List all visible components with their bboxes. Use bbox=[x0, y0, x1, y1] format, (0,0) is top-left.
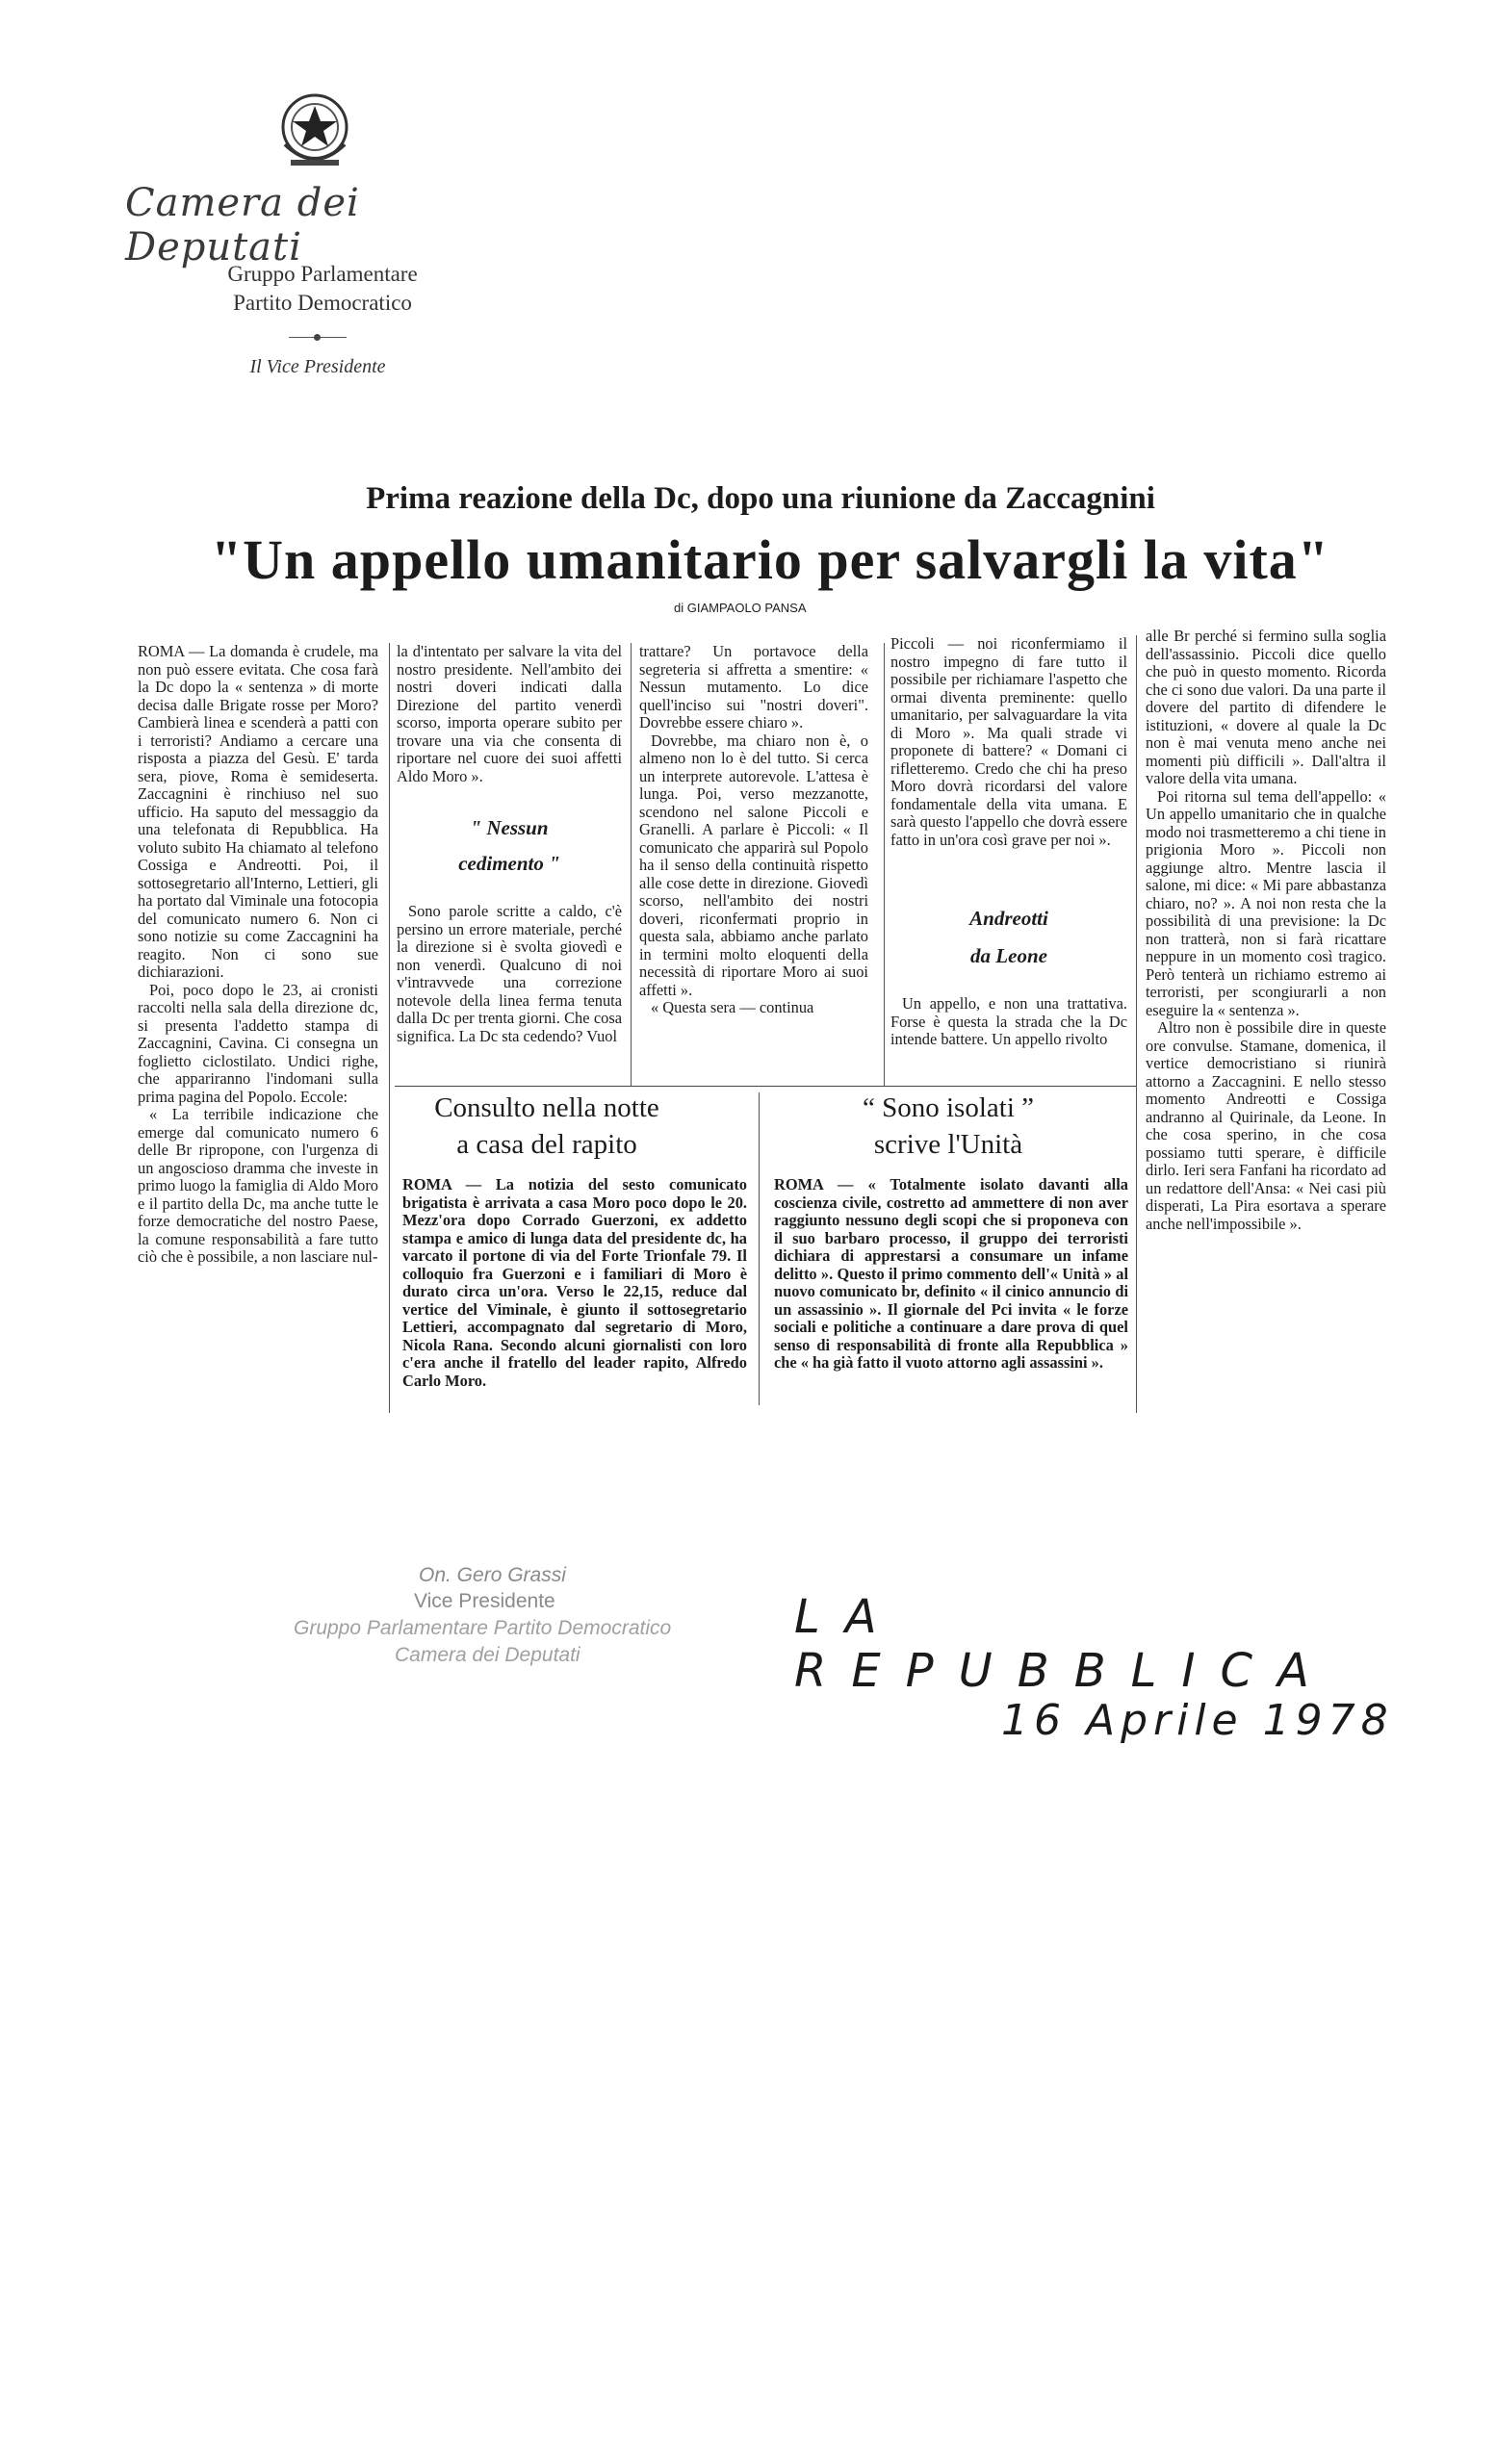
subhead-nessun-cedimento bbox=[397, 816, 622, 876]
paragraph: Poi ritorna sul tema dell'appello: « Un appello umanitario che in qualche modo noi trasmetteremo a chi tiene in prigionia Moro ». Piccoli non aggiunge altro. Mentre lascia il salone, mi dice: « Mi pare abbastanza chiaro, no? ». A noi non resta che la possibilità di una previsione: la Dc non tratterà, non si farà ricattare neppure in un momento così tragico. Però tenterà un richiamo estremo ai terroristi, per scongiurarli a non eseguire la « sentenza ». bbox=[1146, 786, 1386, 1019]
article-byline: di GIAMPAOLO PANSA bbox=[674, 601, 807, 615]
paragraph: Un appello, e non una trattativa. Forse è questa la strada che la Dc intende battere. Un appello rivolto bbox=[890, 994, 1127, 1048]
parliamentary-group bbox=[197, 260, 448, 318]
article-column-3 bbox=[639, 643, 868, 1017]
box2-title bbox=[770, 1090, 1126, 1163]
article-column-1 bbox=[138, 643, 378, 1267]
paragraph: ROMA — La domanda è crudele, ma non può essere evitata. Che cosa farà la Dc dopo la « sentenza » di morte decisa dalle Brigate rosse per Moro? Cambierà linea e scenderà a patti con i terroristi? Andiamo a cercare una risposta a piazza del Gesù. E' tarda sera, piove, Roma è semideserta. Zaccagnini è rinchiuso nel suo ufficio. Ha saputo del messaggio da una telefonata di Repubblica. Ha voluto subito Ha chiamato al telefono Cossiga e Andreotti. Poi, il sottosegretario all'Interno, Lettieri, gli ha portato dal Viminale una fotocopia del comunicato numero 6. Non ci sono notizie su come Zaccagnini ha reagito. Non ci sono sue dichiarazioni. bbox=[138, 642, 378, 981]
box1-title bbox=[402, 1090, 691, 1163]
paragraph: alle Br perché si fermino sulla soglia dell'assassinio. Piccoli dice quello che può in questo momento. Ricorda che ci sono due valori. Da una parte il dovere del partito di difendere le istituzioni, « dovere al quale la Dc non è mai venuta meno anche nei momenti più difficili ». Dall'altra il valore della vita umana. bbox=[1146, 627, 1386, 787]
box2-text: ROMA — « Totalmente isolato davanti alla coscienza civile, costretto ad ammettere di non aver raggiunto nessuno degli scopi che si proponeva con il suo barbaro processo, il gruppo dei terroristi dichiara di apprestarsi a consumare un infame delitto ». Questo il primo commento dell'« Unità » al nuovo comunicato br, definito « il cinico annuncio di un assassinio ». Il giornale del Pci invita « le forze sociali e politiche a continuare a dare prova di quel senso di responsabilità di fronte alla Repubblica » che « ha già fatto il vuoto attorno agli assassini ». bbox=[774, 1175, 1128, 1372]
paragraph: « Questa sera — continua bbox=[651, 998, 814, 1016]
subhead-line: Andreotti bbox=[969, 907, 1048, 930]
article-column-2 bbox=[397, 643, 622, 785]
box-divider bbox=[759, 1092, 760, 1405]
group-line-1: Gruppo Parlamentare bbox=[227, 262, 418, 286]
paragraph: Poi, poco dopo le 23, ai cronisti raccolti nella sala della direzione dc, si presenta l'addetto stampa di Zaccagnini, Cavina. Ci consegna un foglietto ciclostilato. Undici righe, che appariranno l'indomani sulla prima pagina del Popolo. Eccole: bbox=[138, 980, 378, 1106]
column-rule bbox=[884, 643, 885, 1086]
box1-title-line: a casa del rapito bbox=[456, 1129, 637, 1160]
box2-title-line: scrive l'Unità bbox=[873, 1129, 1023, 1160]
box1-title-line: Consulto nella notte bbox=[434, 1092, 659, 1123]
subhead-line: da Leone bbox=[970, 944, 1047, 967]
box1-text: ROMA — La notizia del sesto comunicato brigatista è arrivata a casa Moro poco dopo le 20. Mezz'ora dopo Corrado Guerzoni, ex addetto stampa e amico di lunga data del presidente dc, ha varcato il portone di via del Forte Trionfale 79. Il colloquio fra Guerzoni e i familiari di Moro è durato circa un'ora. Verso le 22,15, reduce dal vertice del Viminale, è giunto il sottosegretario Lettieri, accompagnato dal segretario di Moro, Nicola Rana. Secondo alcuni giornalisti con loro c'era anche il fratello del leader rapito, Alfredo Carlo Moro. bbox=[402, 1175, 747, 1390]
stamp-name: On. Gero Grassi bbox=[419, 1564, 566, 1586]
letterhead-divider-dot bbox=[314, 334, 321, 341]
handwritten-date: 16 Aprile 1978 bbox=[1001, 1696, 1394, 1745]
vice-president-title: Il Vice Presidente bbox=[249, 356, 386, 377]
article-column-4-continued bbox=[890, 995, 1127, 1049]
column-rule bbox=[1136, 635, 1137, 1413]
article-column-5 bbox=[1146, 628, 1386, 1233]
chamber-name: Camera dei Deputati bbox=[125, 181, 360, 270]
column-rule bbox=[389, 643, 390, 1413]
paragraph: Piccoli — noi riconfermiamo il nostro impegno di fare tutto il possibile per richiamare l'aspetto che ormai diventa preminente: quello umanitario, per salvaguardare la vita di Moro ». Ma quali strade vi proponete di battere? « Domani ci rifletteremo. Credo che chi ha preso Moro dovrà ricordarsi del valore fondamentale della vita umana. E sarà questo l'appello che dovrà essere fatto in un'ora così grave per noi ». bbox=[890, 634, 1127, 849]
article-headline: "Un appello umanitario per salvargli la vita" bbox=[210, 528, 1330, 591]
group-line-2: Partito Democratico bbox=[233, 291, 412, 315]
paragraph: la d'intentato per salvare la vita del nostro presidente. Nell'ambito dei nostri doveri indicati dalla Direzione del partito venerdì scorso, importa operare subito per trovare una via che consenta di riportare nel cuore dei suoi affetti Aldo Moro ». bbox=[397, 642, 622, 785]
italian-republic-emblem-icon bbox=[271, 85, 358, 177]
paragraph: « La terribile indicazione che emerge dal comunicato numero 6 delle Br ripropone, con l'urgenza di un angoscioso dramma che investe in primo luogo la famiglia di Aldo Moro e il partito della Dc, ma anche tutte le forze democratiche del nostro Paese, la comune responsabilità a fare tutto ciò che è possibile, a non lasciare nul- bbox=[138, 1105, 378, 1266]
paragraph: Sono parole scritte a caldo, c'è persino un errore materiale, perché la direzione si è svolta giovedì e non venerdì. Qualcuno di noi v'intravvede una correzione notevole della linea ferma tenuta dalla Dc per trenta giorni. Che cosa significa. La Dc sta cedendo? Vuol bbox=[397, 902, 622, 1045]
box-top-rule bbox=[395, 1086, 1136, 1087]
box2-title-line: “ Sono isolati ” bbox=[862, 1092, 1034, 1123]
subhead-line: cedimento " bbox=[458, 852, 560, 875]
subhead-andreotti-da-leone bbox=[890, 907, 1127, 968]
subhead-line: " Nessun bbox=[470, 816, 549, 839]
stamp-chamber: Camera dei Deputati bbox=[395, 1644, 580, 1666]
paragraph: trattare? Un portavoce della segreteria si affretta a smentire: « Nessun mutamento. Lo dice quell'inciso sui "nostri doveri". Dovrebbe essere chiaro ». bbox=[639, 642, 868, 732]
paragraph: Dovrebbe, ma chiaro non è, o almeno non lo è del tutto. Si cerca un interprete autorevole. L'attesa è lunga. Poi, verso mezzanotte, scendono nel salone Piccoli e Granelli. A parlare è Piccoli: « Il comunicato che apparirà sul Popolo ha il senso della continuità rispetto alle cose dette in direzione. Giovedì scorso, nell'ambito dei nostri doveri, riconfermati proprio in questa sala, abbiamo anche parlato in termini molto eloquenti della necessità di riportare Moro ai suoi affetti ». bbox=[639, 731, 868, 999]
article-column-4 bbox=[890, 635, 1127, 849]
stamp-role: Vice Presidente bbox=[414, 1590, 555, 1612]
article-column-2-continued bbox=[397, 903, 622, 1045]
paragraph: Altro non è possibile dire in queste ore convulse. Stamane, domenica, il vertice democristiano si riunirà attorno a Zaccagnini. E nello stesso momento Andreotti e Cossiga andranno al Quirinale, da Leone. In che cosa sperino, in che cosa possiamo tutti sperare, è difficile dirlo. Ieri sera Fanfani ha ricordato ad un redattore dell'Ansa: « Nei casi più disperati, La Pira esortava a sperare anche nell'impossibile ». bbox=[1146, 1018, 1386, 1233]
handwritten-source: LA REPUBBLICA bbox=[794, 1590, 1334, 1698]
column-rule bbox=[631, 643, 632, 1086]
stamp-group: Gruppo Parlamentare Partito Democratico bbox=[294, 1617, 672, 1639]
article-kicker: Prima reazione della Dc, dopo una riunione da Zaccagnini bbox=[366, 481, 1155, 516]
